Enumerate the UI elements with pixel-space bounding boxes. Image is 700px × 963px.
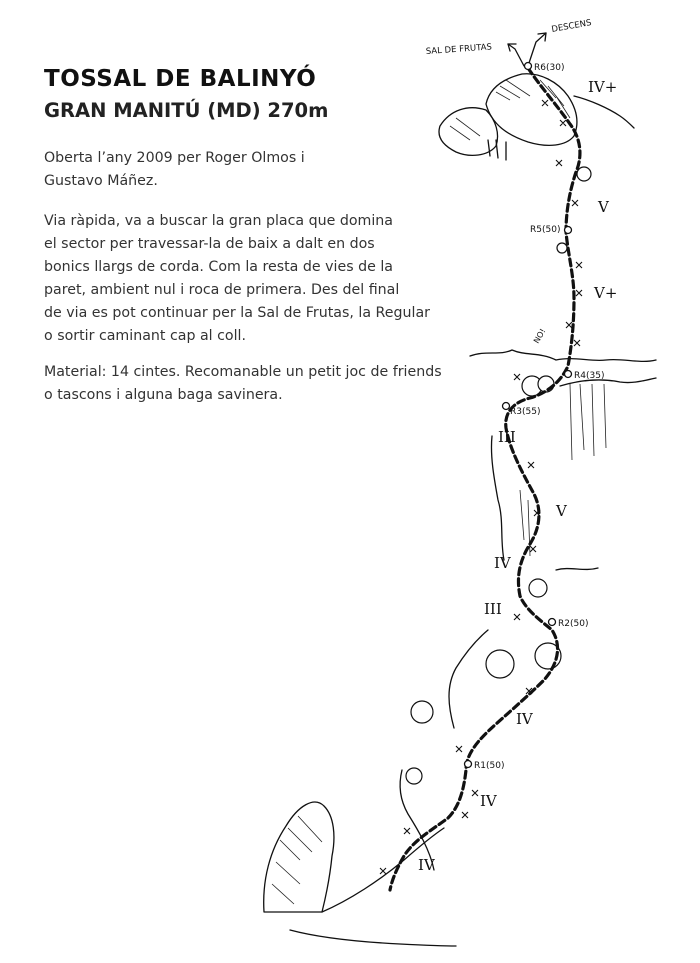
text-line: bonics llargs de corda. Com la resta de vies de la <box>44 259 393 275</box>
grade-label: III <box>484 600 502 618</box>
belay-label-r3: R3(55) <box>510 407 541 417</box>
arrow-descens <box>528 33 546 66</box>
text-line: o tascons i alguna baga savinera. <box>44 387 283 403</box>
grade-label: IV <box>494 554 511 572</box>
no-label: NO! <box>531 327 548 345</box>
exit-arrows <box>508 33 546 66</box>
wall-edge <box>449 630 488 728</box>
text-line: o sortir caminant cap al coll. <box>44 328 246 344</box>
page-title: TOSSAL DE BALINYÓ <box>44 66 317 92</box>
text-line: Gustavo Máñez. <box>44 173 158 189</box>
grade-label: IV <box>480 792 497 810</box>
text-line: Oberta l’any 2009 per Roger Olmos i <box>44 150 305 166</box>
text-line: Via ràpida, va a buscar la gran placa que domina <box>44 213 393 229</box>
grade-label: IV+ <box>588 78 618 96</box>
belay-label-r5: R5(50) <box>530 225 561 235</box>
belay-label-r2: R2(50) <box>558 619 589 629</box>
exit-label-descens: DESCENS <box>550 18 593 35</box>
belay-label-r6: R6(30) <box>534 63 565 73</box>
text-line: Material: 14 cintes. Recomanable un petit joc de friends <box>44 364 442 380</box>
grade-label: V <box>556 502 567 520</box>
wall-edge <box>400 770 434 870</box>
grade-label: IV <box>516 710 533 728</box>
route-subtitle: GRAN MANITÚ (MD) 270m <box>44 99 329 122</box>
arrow-sal-de-frutas <box>508 44 524 66</box>
ledge-rock <box>470 350 656 570</box>
bolt-marks <box>380 100 582 874</box>
text-line: de via es pot continuar per la Sal de Frutas, la Regular <box>44 305 430 321</box>
grade-label: V <box>598 198 609 216</box>
belay-label-r4: R4(35) <box>574 371 605 381</box>
pinnacle-rock <box>264 802 456 946</box>
grade-label: III <box>498 428 516 446</box>
text-line: paret, ambient nul i roca de primera. Des del final <box>44 282 400 298</box>
exit-label-sal-de-frutas: SAL DE FRUTAS <box>425 42 493 57</box>
grade-label: V+ <box>594 284 618 302</box>
bush-icon <box>406 167 591 784</box>
grade-label: IV <box>418 856 435 874</box>
wall-edge <box>491 436 504 560</box>
text-line: el sector per travessar-la de baix a dalt en dos <box>44 236 375 252</box>
belay-label-r1: R1(50) <box>474 761 505 771</box>
wall-hatch <box>520 490 530 556</box>
